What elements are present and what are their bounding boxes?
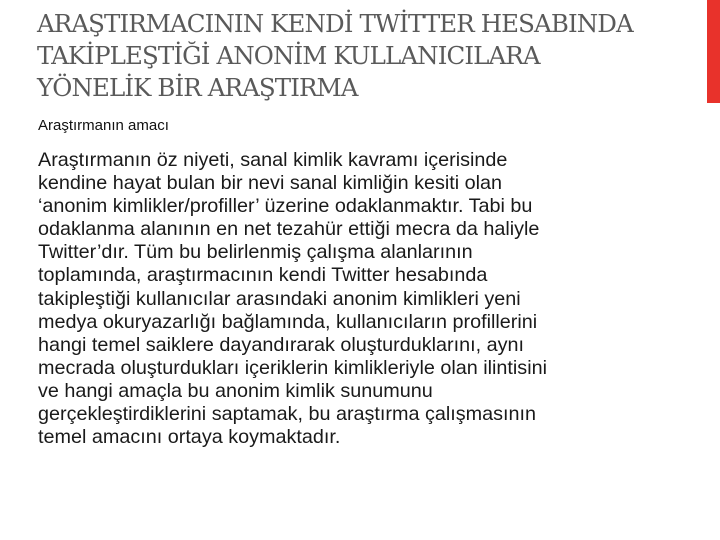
- body-line: medya okuryazarlığı bağlamında, kullanıcıların profillerini: [38, 310, 538, 333]
- body-line: ‘anonim kimlikler/profiller’ üzerine odaklanmaktır. Tabi bu: [38, 195, 533, 218]
- body-line: temel amacını ortaya koymaktadır.: [38, 426, 341, 449]
- slide-title: [37, 8, 687, 104]
- body-line: gerçekleştirdiklerini saptamak, bu araştırma çalışmasının: [38, 403, 537, 426]
- title-line: TAKİPLEŞTİĞİ ANONİM KULLANICILARA: [37, 41, 540, 70]
- body-line: mecrada oluşturdukları içeriklerin kimlikleriyle olan ilintisini: [38, 356, 547, 379]
- body-line: takipleştiği kullanıcılar arasındaki anonim kimlikleri yeni: [38, 287, 521, 310]
- body-line: Araştırmanın öz niyeti, sanal kimlik kavramı içerisinde: [38, 149, 508, 171]
- body-line: odaklanma alanının en net tezahür ettiği mecra da haliyle: [38, 218, 540, 241]
- body-line: ve hangi amaçla bu anonim kimlik sunumunu: [38, 379, 433, 402]
- body-line: Twitter’dır. Tüm bu belirlenmiş çalışma alanlarının: [38, 241, 473, 264]
- accent-bar: [707, 0, 720, 103]
- body-line: toplamında, araştırmacının kendi Twitter hesabında: [38, 264, 488, 287]
- title-line: ARAŞTIRMACININ KENDİ TWİTTER HESABINDA: [37, 9, 633, 38]
- body-line: hangi temel saiklere dayandırarak oluşturduklarını, aynı: [38, 333, 525, 356]
- section-subtitle: Araştırmanın amacı: [38, 117, 169, 134]
- title-line: YÖNELİK BİR ARAŞTIRMA: [37, 73, 358, 102]
- body-paragraph: [38, 149, 698, 449]
- body-line: kendine hayat bulan bir nevi sanal kimliğin kesiti olan: [38, 172, 503, 195]
